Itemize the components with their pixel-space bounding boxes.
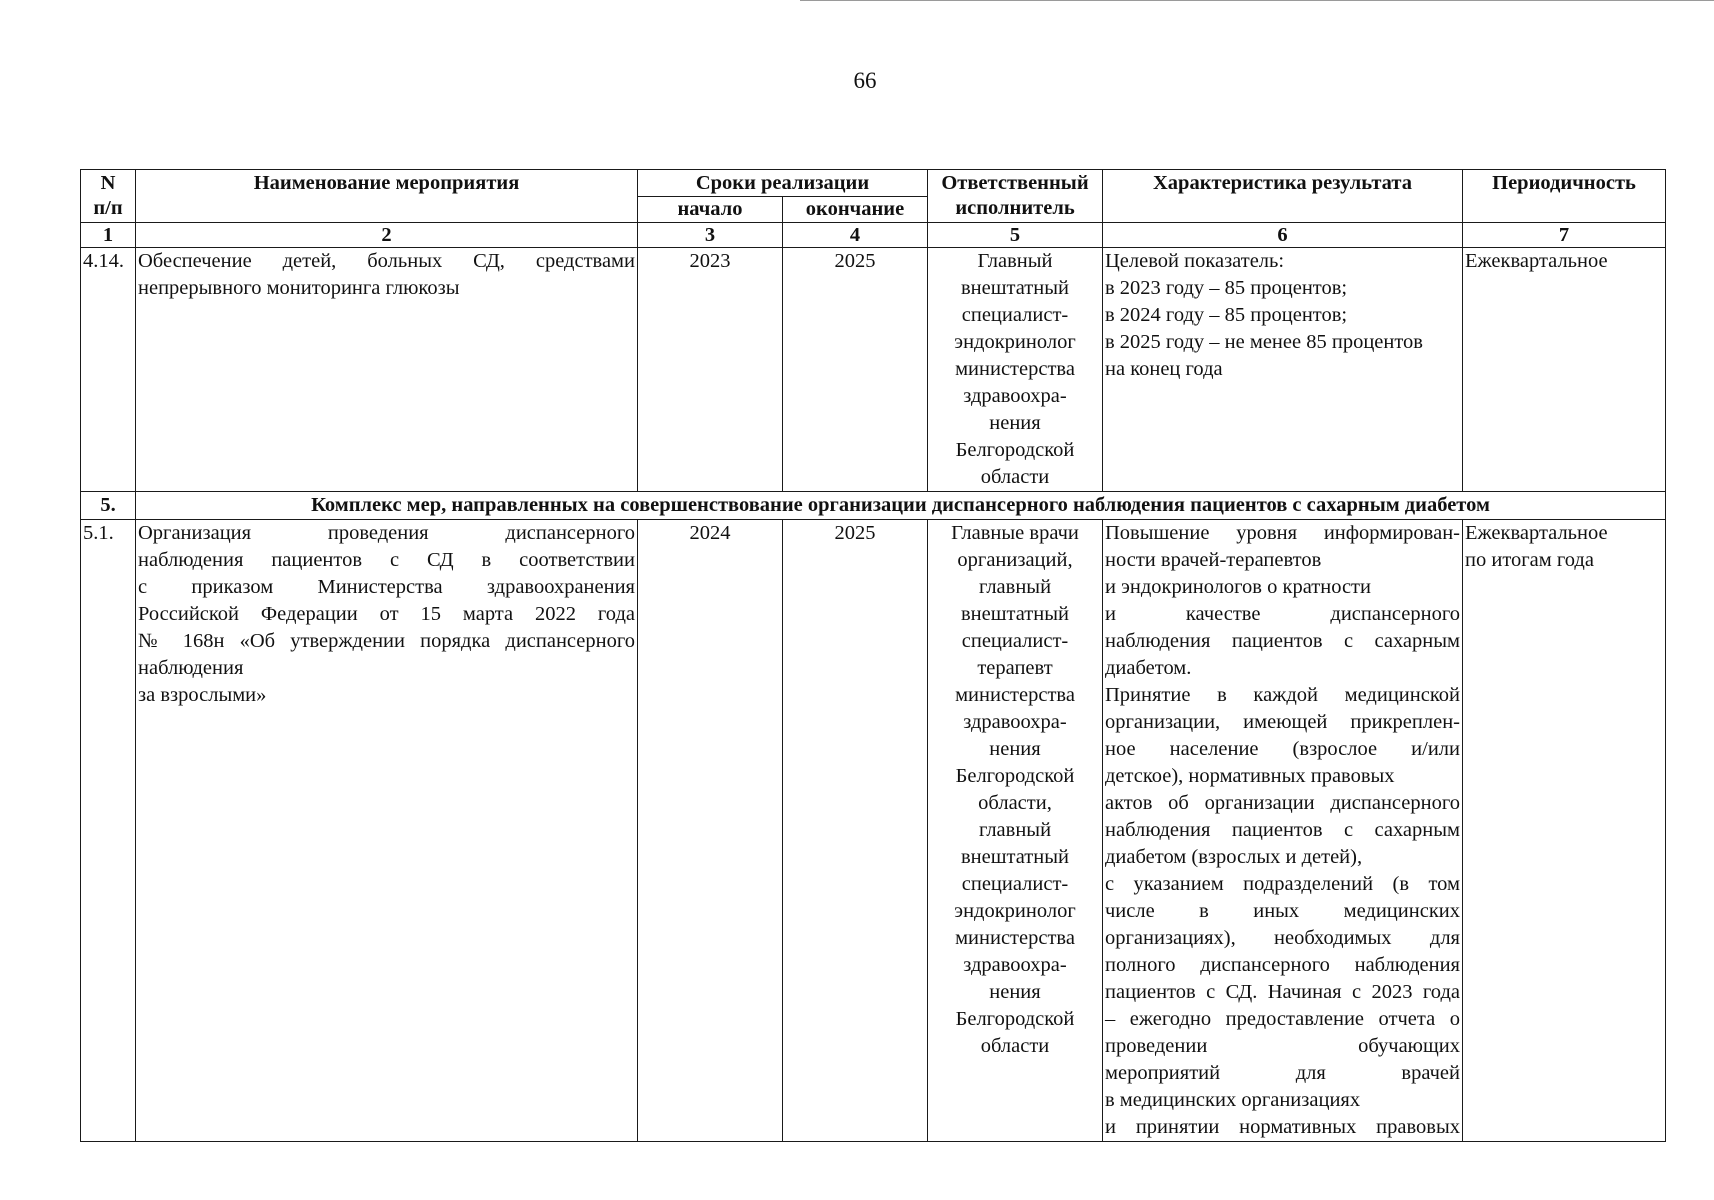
header-num: N п/п <box>81 170 136 223</box>
section-number: 5. <box>81 492 136 520</box>
column-number: 4 <box>783 223 928 248</box>
end-year: 2025 <box>783 248 928 492</box>
header-terms: Сроки реализации <box>638 170 928 197</box>
scan-edge-line <box>800 0 1714 1</box>
column-number: 2 <box>136 223 638 248</box>
start-year: 2024 <box>638 520 783 1142</box>
header-periodicity: Периодичность <box>1463 170 1666 223</box>
header-row-1 <box>81 170 1666 197</box>
column-number: 5 <box>928 223 1103 248</box>
table-row-4-14 <box>81 248 1666 492</box>
result-description: Повышение уровня информирован- ности врачей-терапевтов и эндокринологов о кратности и качестве диспансерного наблюдения пациентов с сахарным диабетом. Принятие в каждой медицинской организации, имеющей прикреплен- ное население (взрослое и/или детское), нормативных правовых актов об организации диспансерного наблюдения пациентов с сахарным диабетом (взрослых и детей), с указанием подразделений (в том числе в иных медицинских организациях), необходимых для полного диспансерного наблюдения пациентов с СД. Начиная с 2023 года – ежегодно предоставление отчета о проведении обучающих мероприятий для врачей в медицинских организациях и принятии нормативных правовых <box>1103 520 1463 1142</box>
activities-table <box>80 169 1666 1142</box>
header-result: Характеристика результата <box>1103 170 1463 223</box>
page-number: 66 <box>853 68 877 93</box>
header-start: начало <box>638 197 783 223</box>
responsible-executor: Главные врачи организаций, главный внештатный специалист- терапевт министерства здравоохра- нения Белгородской области, главный внештатный специалист- эндокринолог министерства здравоохра- нения Белгородской области <box>928 520 1103 1142</box>
periodicity: Ежеквартальное по итогам года <box>1463 520 1666 1142</box>
activity-name: Организация проведения диспансерного наблюдения пациентов с СД в соответствии с приказом Министерства здравоохранения Российской Федерации от 15 марта 2022 года № 168н «Об утверждении порядка диспансерного наблюдения за взрослыми» <box>136 520 638 1142</box>
section-row-5 <box>81 492 1666 520</box>
periodicity: Ежеквартальное <box>1463 248 1666 492</box>
result-description: Целевой показатель: в 2023 году – 85 процентов; в 2024 году – 85 процентов; в 2025 году – не менее 85 процентов на конец года <box>1103 248 1463 492</box>
header-name: Наименование мероприятия <box>136 170 638 223</box>
column-numbers-row <box>81 223 1666 248</box>
row-number: 4.14. <box>81 248 136 492</box>
row-number: 5.1. <box>81 520 136 1142</box>
column-number: 1 <box>81 223 136 248</box>
column-number: 7 <box>1463 223 1666 248</box>
section-title: Комплекс мер, направленных на совершенствование организации диспансерного наблюдения пациентов с сахарным диабетом <box>136 492 1666 520</box>
end-year: 2025 <box>783 520 928 1142</box>
column-number: 3 <box>638 223 783 248</box>
header-end: окончание <box>783 197 928 223</box>
responsible-executor: Главный внештатный специалист- эндокринолог министерства здравоохра- нения Белгородской области <box>928 248 1103 492</box>
column-number: 6 <box>1103 223 1463 248</box>
activity-name: Обеспечение детей, больных СД, средствами непрерывного мониторинга глюкозы <box>136 248 638 492</box>
table-row-5-1 <box>81 520 1666 1142</box>
start-year: 2023 <box>638 248 783 492</box>
header-responsible: Ответственный исполнитель <box>928 170 1103 223</box>
